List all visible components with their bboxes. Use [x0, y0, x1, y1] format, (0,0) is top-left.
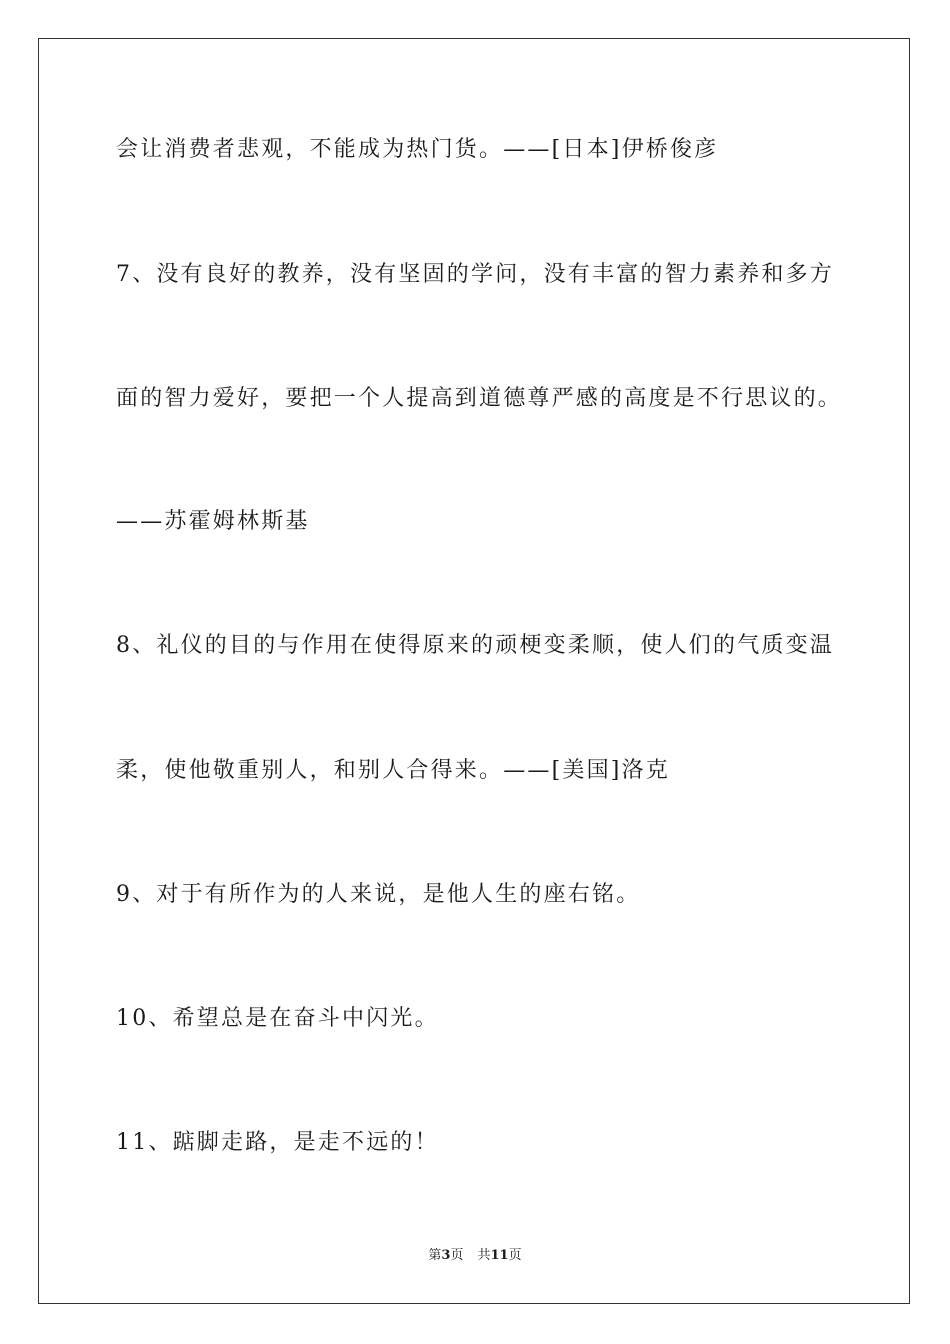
page-border	[38, 38, 910, 1304]
total-suffix: 页	[508, 1248, 522, 1263]
text-line-2: 7、没有良好的教养，没有坚固的学问，没有丰富的智力素养和多方	[116, 262, 834, 287]
text-line-8: 10、希望总是在奋斗中闪光。	[116, 1006, 439, 1031]
page-footer	[0, 1247, 950, 1265]
text-line-4: ——苏霍姆林斯基	[116, 509, 310, 534]
page-number: 3	[441, 1248, 451, 1263]
total-prefix: 共	[477, 1248, 491, 1263]
total-pages: 11	[490, 1248, 509, 1263]
text-line-1: 会让消费者悲观，不能成为热门货。——[日本]伊桥俊彦	[116, 137, 719, 162]
text-line-6: 柔，使他敬重别人，和别人合得来。——[美国]洛克	[116, 758, 670, 783]
page-suffix: 页	[450, 1248, 464, 1263]
text-line-5: 8、礼仪的目的与作用在使得原来的顽梗变柔顺，使人们的气质变温	[116, 633, 834, 658]
text-line-3: 面的智力爱好，要把一个人提高到道德尊严感的高度是不行思议的。	[116, 386, 843, 411]
text-line-9: 11、踮脚走路，是走不远的！	[116, 1130, 439, 1155]
page-prefix: 第	[428, 1248, 442, 1263]
text-line-7: 9、对于有所作为的人来说，是他人生的座右铭。	[116, 882, 641, 907]
